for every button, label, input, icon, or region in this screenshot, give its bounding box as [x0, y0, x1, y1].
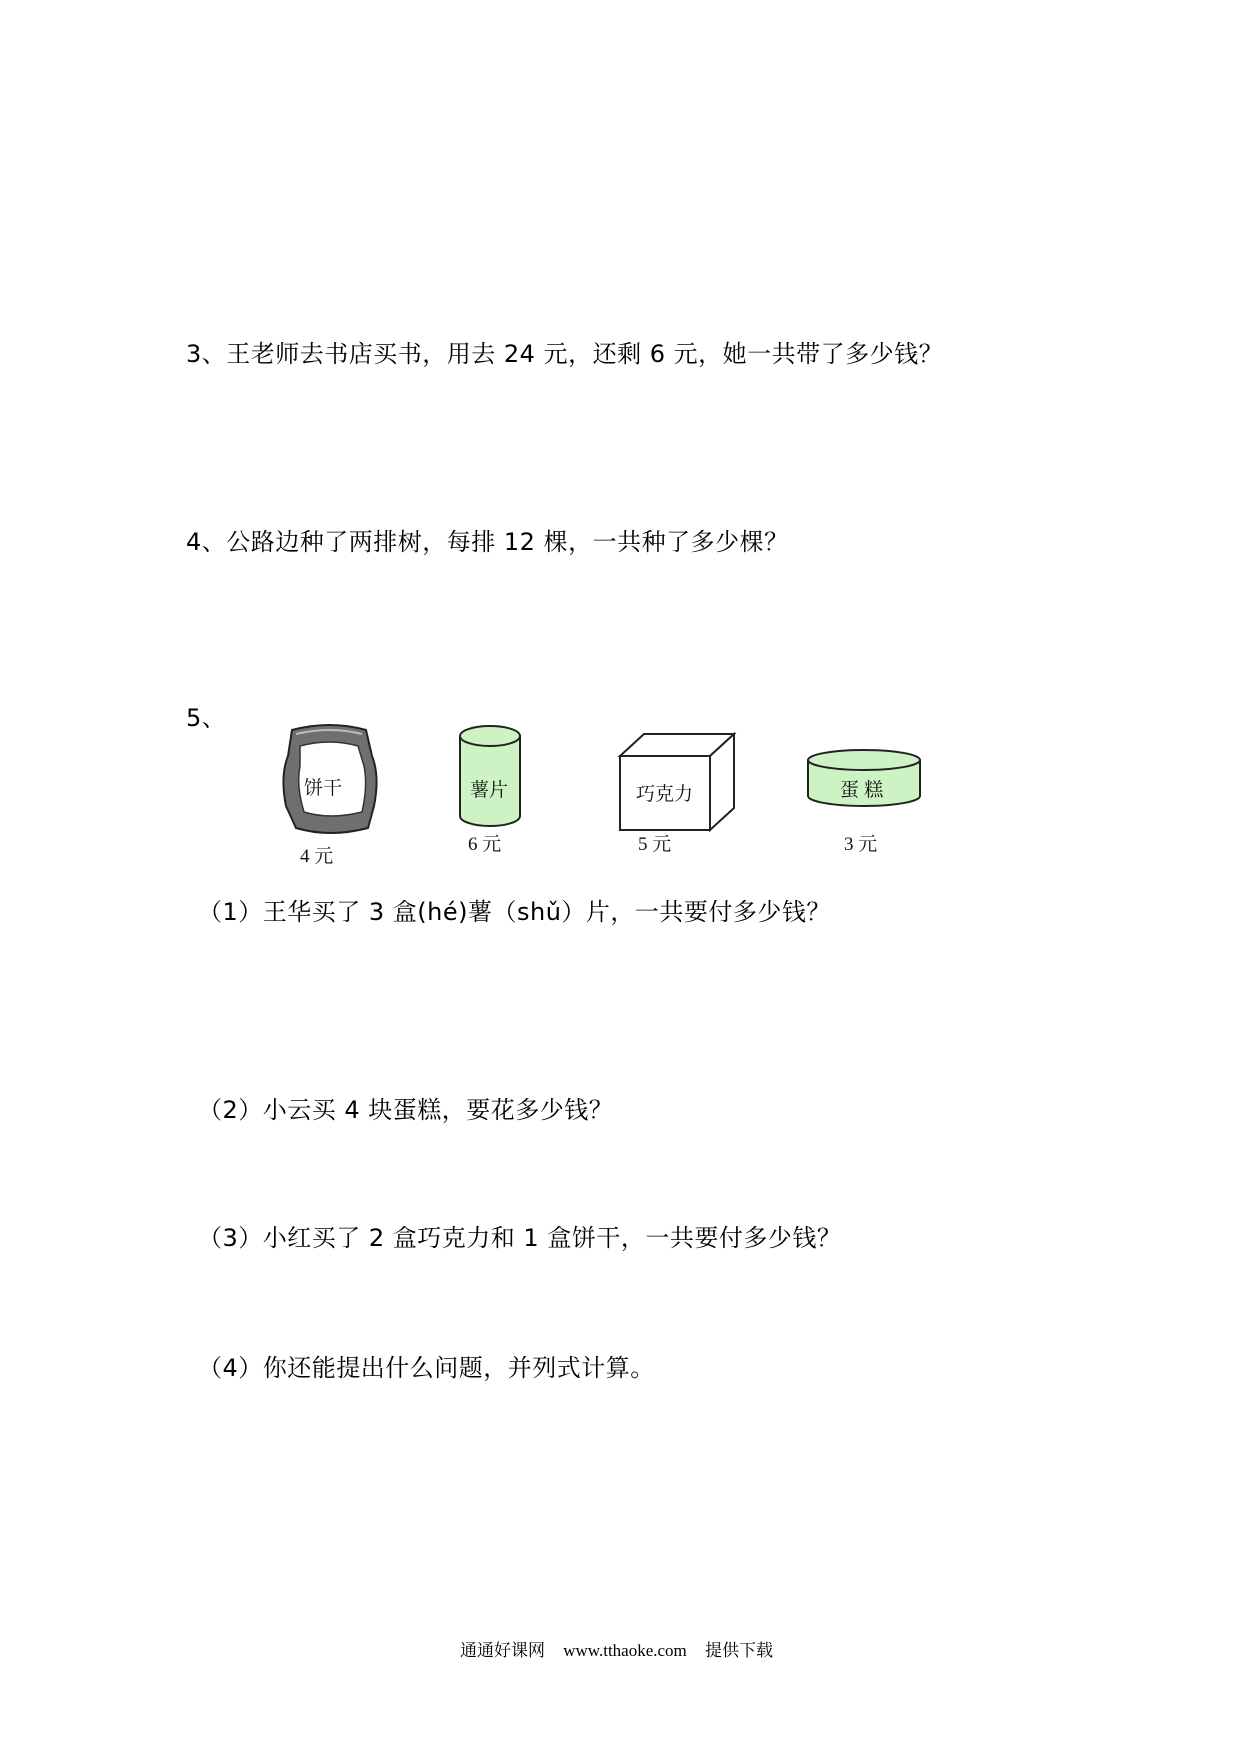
footer-url[interactable]: www.tthaoke.com	[563, 1641, 687, 1660]
price-biscuit: 4 元	[300, 846, 334, 867]
item-label-cake: 蛋 糕	[840, 780, 884, 801]
price-crisps: 6 元	[468, 834, 502, 855]
page-footer	[460, 1636, 787, 1661]
footer-tail: 提供下载	[705, 1641, 774, 1660]
sub-question-1: （1）王华买了 3 盒(hé)薯（shǔ）片，一共要付多少钱？	[198, 898, 831, 926]
price-cake: 3 元	[844, 834, 878, 855]
item-label-chocolate: 巧克力	[636, 784, 694, 805]
item-label-crisps: 薯片	[470, 780, 509, 801]
snack-items-illustration	[0, 716, 1240, 876]
question-3: 3、王老师去书店买书，用去 24 元，还剩 6 元，她一共带了多少钱？	[186, 340, 944, 368]
sub-question-3: （3）小红买了 2 盒巧克力和 1 盒饼干，一共要付多少钱？	[198, 1224, 842, 1252]
question-5-number: 5、	[186, 704, 227, 732]
sub-question-2: （2）小云买 4 块蛋糕，要花多少钱？	[198, 1096, 614, 1124]
sub-question-4: （4）你还能提出什么问题，并列式计算。	[198, 1354, 655, 1382]
footer-brand: 通通好课网	[460, 1641, 545, 1660]
chocolate-box-icon	[620, 734, 734, 830]
biscuit-bag-icon	[283, 725, 376, 833]
question-4: 4、公路边种了两排树，每排 12 棵，一共种了多少棵？	[186, 528, 789, 556]
cake-icon	[808, 750, 920, 806]
item-label-biscuit: 饼干	[304, 778, 343, 799]
crisps-can-icon	[460, 726, 520, 826]
price-chocolate: 5 元	[638, 834, 672, 855]
